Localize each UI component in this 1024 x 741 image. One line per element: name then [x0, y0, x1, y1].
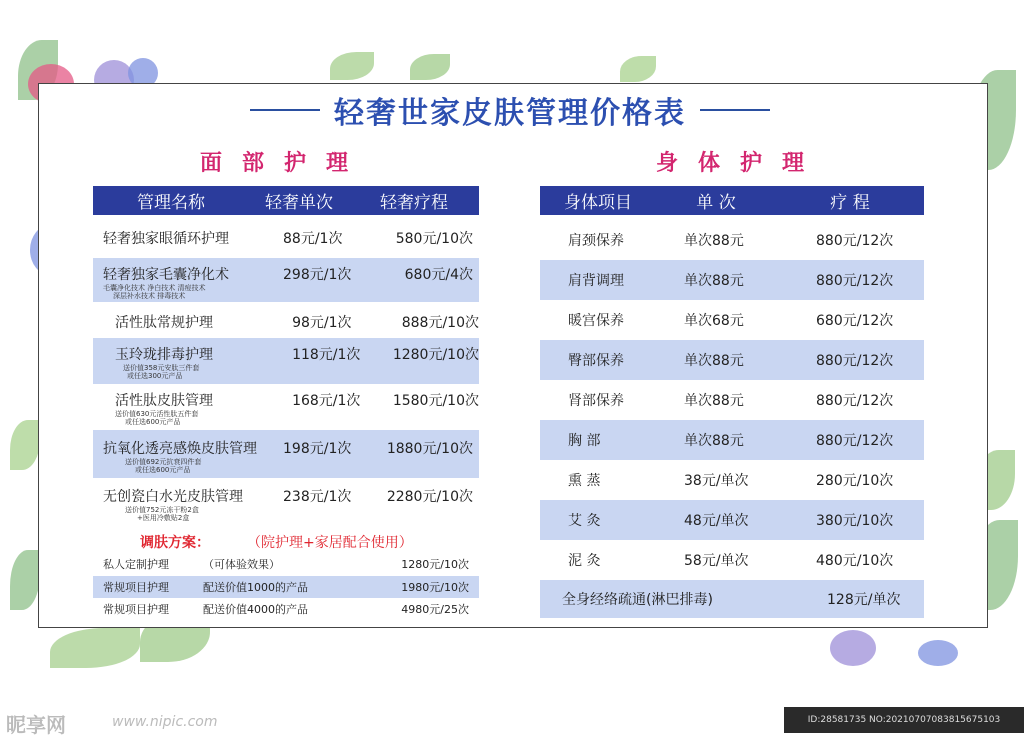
plan-desc: 配送价值1000的产品 [203, 581, 308, 594]
face-item-single: 88元/1次 [283, 231, 343, 247]
body-row [540, 500, 924, 540]
face-row [93, 302, 479, 338]
body-item-single: 48元/单次 [684, 513, 749, 529]
leaf-decoration [50, 628, 140, 668]
plan-desc: 配送价值4000的产品 [203, 603, 308, 616]
watermark-id: ID:28581735 NO:20210707083815675103 [784, 707, 1024, 733]
body-table-header [540, 186, 924, 215]
face-item-course: 1280元/10次 [392, 347, 479, 363]
body-header-name: 身体项目 [564, 193, 632, 213]
body-item-course: 380元/10次 [816, 513, 894, 529]
face-item-note: 送价值358元安肽三件套 [123, 364, 200, 372]
body-header-single: 单 次 [696, 193, 736, 213]
face-item-name: 轻奢独家眼循环护理 [103, 231, 229, 247]
face-item-single: 298元/1次 [283, 267, 352, 283]
body-item-name: 肩背调理 [568, 273, 624, 289]
face-row [93, 478, 479, 528]
body-item-name: 全身经络疏通(淋巴排毒) [562, 592, 713, 608]
watermark-logo: 昵享网 [6, 713, 66, 737]
body-row-last [540, 580, 924, 618]
body-row [540, 380, 924, 420]
body-item-name: 胸 部 [568, 433, 601, 449]
face-item-single: 168元/1次 [292, 393, 361, 409]
face-item-note: 深层补水技术 排毒技术 [113, 292, 186, 300]
face-header-single: 轻奢单次 [265, 193, 333, 213]
face-item-course: 1580元/10次 [392, 393, 479, 409]
body-row [540, 260, 924, 300]
body-item-name: 暖宫保养 [568, 313, 624, 329]
plan-row [93, 598, 479, 620]
face-row [93, 258, 479, 302]
plan-price: 1280元/10次 [401, 558, 469, 571]
plan-name: 常规项目护理 [103, 581, 169, 594]
body-row [540, 540, 924, 580]
body-item-course: 680元/12次 [816, 313, 894, 329]
face-section-title: 面部护理 [200, 151, 369, 176]
body-item-single: 38元/单次 [684, 473, 749, 489]
face-item-course: 1880元/10次 [386, 441, 473, 457]
face-row [93, 338, 479, 384]
leaf-decoration [410, 54, 450, 80]
body-item-single: 58元/单次 [684, 553, 749, 569]
plan-name: 常规项目护理 [103, 603, 169, 616]
face-item-note: +医用冷敷贴2盒 [137, 514, 190, 522]
body-item-single: 单次88元 [684, 273, 744, 289]
watermark-url: www.nipic.com [112, 714, 218, 730]
face-item-name: 抗氧化透亮感焕皮肤管理 [103, 441, 257, 457]
plan-price: 4980元/25次 [401, 603, 469, 616]
body-header-course: 疗 程 [830, 193, 870, 213]
body-section-title: 身体护理 [656, 151, 825, 176]
body-row [540, 460, 924, 500]
face-item-course: 680元/4次 [404, 267, 473, 283]
body-item-course: 880元/12次 [816, 433, 894, 449]
body-item-single: 单次88元 [684, 233, 744, 249]
leaf-decoration [620, 56, 656, 82]
face-item-course: 580元/10次 [395, 231, 473, 247]
body-row [540, 340, 924, 380]
face-item-name: 无创瓷白水光皮肤管理 [103, 489, 243, 505]
face-row [93, 430, 479, 478]
body-item-course: 480元/10次 [816, 553, 894, 569]
face-item-note: 毛囊净化技术 净白技术 清痘技术 [103, 284, 206, 292]
flower-decoration [830, 630, 876, 666]
body-item-single: 单次88元 [684, 353, 744, 369]
title-rule-right [700, 109, 770, 111]
face-header-name: 管理名称 [137, 193, 205, 213]
face-table-header [93, 186, 479, 215]
face-item-name: 活性肽皮肤管理 [115, 393, 213, 409]
face-item-single: 98元/1次 [292, 315, 352, 331]
plan-subtitle: （院护理+家居配合使用） [247, 535, 413, 551]
face-item-name: 玉玲珑排毒护理 [115, 347, 213, 363]
body-row [540, 220, 924, 260]
plan-price: 1980元/10次 [401, 581, 469, 594]
plan-desc: （可体验效果） [203, 558, 280, 571]
face-item-single: 198元/1次 [283, 441, 352, 457]
face-item-course: 2280元/10次 [386, 489, 473, 505]
face-item-note: 或任选600元产品 [135, 466, 191, 474]
leaf-decoration [10, 420, 40, 470]
body-item-single: 单次88元 [684, 393, 744, 409]
page-title: 轻奢世家皮肤管理价格表 [334, 96, 686, 131]
body-row [540, 420, 924, 460]
face-item-name: 轻奢独家毛囊净化术 [103, 267, 229, 283]
title-area [215, 88, 805, 132]
body-item-price: 128元/单次 [827, 592, 901, 608]
body-item-name: 熏 蒸 [568, 473, 601, 489]
body-row [540, 300, 924, 340]
face-item-single: 118元/1次 [292, 347, 361, 363]
body-item-name: 肩颈保养 [568, 233, 624, 249]
body-item-single: 单次88元 [684, 433, 744, 449]
body-item-name: 泥 灸 [568, 553, 601, 569]
body-item-single: 单次68元 [684, 313, 744, 329]
body-item-name: 肾部保养 [568, 393, 624, 409]
body-item-course: 880元/12次 [816, 353, 894, 369]
body-item-name: 臀部保养 [568, 353, 624, 369]
face-header-course: 轻奢疗程 [380, 193, 448, 213]
face-item-note: 送价值692元抗衰四件套 [125, 458, 202, 466]
face-row [93, 220, 479, 258]
leaf-decoration [10, 550, 40, 610]
title-rule-left [250, 109, 320, 111]
body-item-course: 280元/10次 [816, 473, 894, 489]
body-item-name: 艾 灸 [568, 513, 601, 529]
face-item-note: 或任选600元产品 [125, 418, 181, 426]
body-item-course: 880元/12次 [816, 233, 894, 249]
plan-name: 私人定制护理 [103, 558, 169, 571]
face-item-single: 238元/1次 [283, 489, 352, 505]
face-item-note: 送价值752元冻干粉2盒 [125, 506, 199, 514]
face-row [93, 384, 479, 430]
flower-decoration [918, 640, 958, 666]
face-item-note: 或任选300元产品 [127, 372, 183, 380]
face-item-name: 活性肽常规护理 [115, 315, 213, 331]
plan-row [93, 553, 479, 575]
face-item-note: 送价值630元活性肽五件套 [115, 410, 199, 418]
plan-title: 调肤方案： [140, 535, 210, 551]
body-item-course: 880元/12次 [816, 393, 894, 409]
body-item-course: 880元/12次 [816, 273, 894, 289]
leaf-decoration [330, 52, 374, 80]
plan-row [93, 576, 479, 598]
face-item-course: 888元/10次 [401, 315, 479, 331]
